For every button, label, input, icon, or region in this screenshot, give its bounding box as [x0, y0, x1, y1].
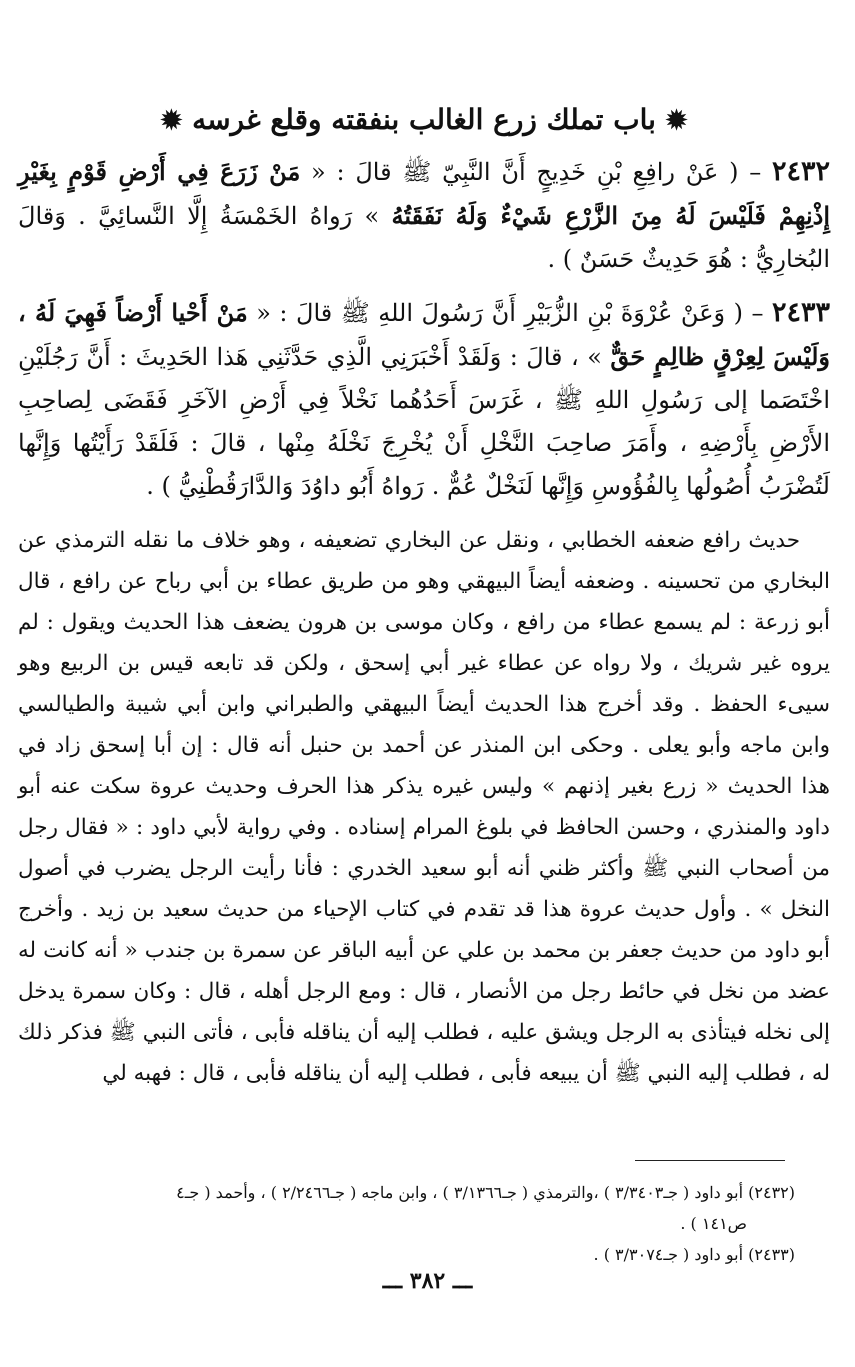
hadith-intro: ( عَنْ رافِعِ بْنِ خَدِيجٍ أَنَّ النَّبِيّ ﷺ قالَ : «: [300, 158, 739, 186]
footnotes: [25, 1177, 795, 1270]
footnote-2432: (٢٤٣٢) أبو داود ( جـ٣/٣٤٠٣ ) ،والترمذي ( جـ٣/١٣٦٦ ) ، وابن ماجه ( جـ٢/٢٤٦٦ ) ، وأحمد ( جـ٤: [176, 1183, 795, 1202]
hadith-2433: [18, 291, 830, 508]
hadith-number: ٢٤٣٢: [771, 156, 830, 187]
hadith-separator: –: [738, 158, 772, 186]
page-number: ـــ ٣٨٢ ـــ: [382, 1268, 473, 1294]
hadith-separator: –: [742, 299, 772, 327]
hadith-number: ٢٤٣٣: [772, 297, 831, 328]
commentary: حديث رافع ضعفه الخطابي ، ونقل عن البخاري تضعيفه ، وهو خلاف ما نقله الترمذي عن البخاري من تحسينه . وضعفه أيضاً البيهقي وهو من طريق عطاء بن أبي رباح عن رافع ، قال أبو زرعة : لم يسمع عطاء من رافع ، وكان موسى بن هرون يضعف هذا الحديث ويقول : لم يروه غير شريك ، ولا رواه عن عطاء غير أبي إسحق ، ولكن قد تابعه قيس بن الربيع وهو سيىء الحفظ . وقد أخرج هذا الحديث أيضاً البيهقي والطبراني وابن أبي شيبة والطيالسي وابن ماجه وأبو يعلى . وحكى ابن المنذر عن أحمد بن حنبل أنه قال : إن أبا إسحق زاد في هذا الحديث « زرع بغير إذنهم » وليس غيره يذكر هذا الحرف وحديث عروة سكت عنه أبو داود والمنذري ، وحسن الحافظ في بلوغ المرام إسناده . وفي رواية لأبي داود : « فقال رجل من أصحاب النبي ﷺ وأكثر ظني أنه أبو سعيد الخدري : فأنا رأيت الرجل يضرب في أصول النخل » . وأول حديث عروة هذا قد تقدم في كتاب الإحياء من حديث سعيد بن زيد . وأخرج أبو داود من حديث جعفر بن محمد بن علي عن أبيه الباقر عن سمرة بن جندب « أنه كانت له عضد من نخل في حائط رجل من الأنصار ، قال : ومع الرجل أهله ، قال : وكان سمرة يدخل إلى نخله فيتأذى به الرجل ويشق عليه ، فطلب إليه أن يناقله فأبى ، فأتى النبي ﷺ فذكر ذلك له ، فطلب إليه النبي ﷺ أن يبيعه فأبى ، فطلب إليه أن يناقله فأبى ، قال : فهبه لي: [18, 528, 830, 1086]
star-ornament-icon: ✹: [665, 106, 688, 136]
hadith-intro: ( وَعَنْ عُرْوَةَ بْنِ الزُّبَيْرِ أَنَّ رَسُولَ اللهِ ﷺ قالَ : «: [247, 299, 743, 327]
hadith-2432: [18, 150, 830, 281]
chapter-title: [18, 95, 830, 146]
hadith-matn: مَنْ زَرَعَ فِي أَرْضِ قَوْمٍ بِغَيْرِ إِذْنِهِمْ فَلَيْسَ لَهُ مِنَ الزَّرْعِ شَيْءٌ وَلَهُ نَفَقَتُهُ: [18, 157, 830, 230]
footnote-divider: [635, 1160, 785, 1161]
hadith-outro: » رَواهُ الخَمْسَةُ إِلَّا النَّسائِيَّ . وَقالَ البُخارِيُّ : هُوَ حَدِيثٌ حَسَنٌ ) .: [18, 202, 830, 273]
star-ornament-icon: ✹: [160, 106, 183, 136]
hadith-outro: » ، قالَ : وَلَقَدْ أَخْبَرَنِي الَّذِي حَدَّثَنِي هَذا الحَدِيثَ : أَنَّ رَجُلَيْنِ اخْتَصَما إلى رَسُولِ اللهِ ﷺ ، غَرَسَ أَحَدُهُما نَخْلاً فِي أَرْضِ الآخَرِ فَقَضَى لِصاحِبِ الأَرْضِ بِأَرْضِهِ ، وأَمَرَ صاحِبَ النَّخْلِ أَنْ يُخْرِجَ نَخْلَهُ مِنْها ، قالَ : فَلَقَدْ رَأَيْتُها وَإِنَّها لَتُضْرَبُ أُصُولُها بِالفُؤُوسِ وَإِنَّها لَنَخْلٌ عُمٌّ . رَواهُ أَبُو داوُدَ وَالدَّارَقُطْنِيُّ ) .: [18, 343, 830, 500]
footnote-2432-continued: ص١٤١ ) .: [680, 1214, 747, 1233]
chapter-title-text: باب تملك زرع الغالب بنفقته وقلع غرسه: [192, 103, 656, 136]
page-body: [18, 95, 830, 1094]
hadith-matn: مَنْ أَحْيا أَرْضاً فَهِيَ لَهُ ، وَلَيْسَ لِعِرْقٍ ظالِمٍ حَقٌّ: [18, 298, 830, 371]
footnote-2433: (٢٤٣٣) أبو داود ( جـ٣/٣٠٧٤ ) .: [593, 1245, 795, 1264]
